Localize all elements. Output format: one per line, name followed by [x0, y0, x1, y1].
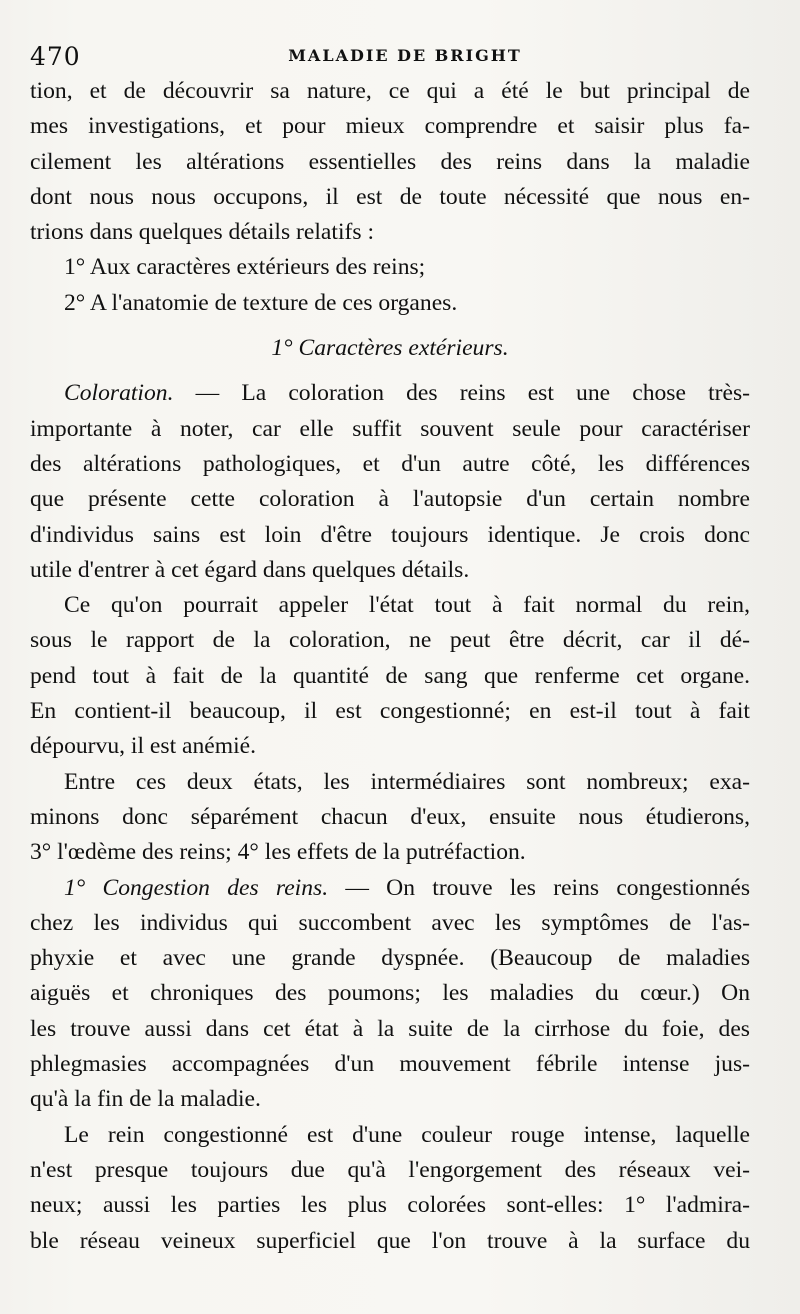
text-line: tion, et de découvrir sa nature, ce qui a été le but principal de — [30, 78, 750, 104]
text-line: mes investigations, et pour mieux comprendre et saisir plus fa- — [30, 113, 750, 140]
text-line: neux; aussi les parties les plus colorées sont-elles: 1° l'admira- — [30, 1192, 750, 1219]
text-line: des altérations pathologiques, et d'un autre côté, les différences — [30, 450, 750, 477]
text-line: que présente cette coloration à l'autopsie d'un certain nombre — [30, 486, 750, 513]
page-body — [30, 74, 750, 1259]
text-line: dont nous nous occupons, il est de toute nécessité que nous en- — [30, 183, 750, 210]
text-line: ble réseau veineux superficiel que l'on trouve à la surface du — [30, 1227, 750, 1254]
paragraph-start — [30, 376, 750, 411]
text-line: dépourvu, il est anémié. — [30, 733, 257, 760]
paragraph-start — [30, 871, 750, 906]
running-head: MALADIE DE BRIGHT — [288, 46, 522, 65]
text-line: aiguës et chroniques des poumons; les maladies du cœur.) On — [30, 980, 750, 1007]
text-line: qu'à la fin de la maladie. — [30, 1086, 261, 1113]
paragraph-start: Ce qu'on pourrait appeler l'état tout à fait normal du rein, — [64, 592, 750, 619]
text-line: n'est presque toujours due qu'à l'engorgement des réseaux vei- — [30, 1156, 750, 1183]
text-line: importante à noter, car elle suffit souvent seule pour caractériser — [30, 415, 750, 442]
page-header — [30, 40, 760, 76]
text-line: les trouve aussi dans cet état à la suite de la cirrhose du foie, des — [30, 1015, 750, 1042]
text-line: minons donc séparément chacun d'eux, ensuite nous étudierons, — [30, 803, 750, 830]
text-fragment: — On trouve les reins congestionnés — [328, 874, 750, 901]
text-line: phyxie et avec une grande dyspnée. (Beaucoup de maladies — [30, 945, 750, 972]
text-line: cilement les altérations essentielles des reins dans la maladie — [30, 148, 750, 175]
text-line: pend tout à fait de la quantité de sang que renferme cet organe. — [30, 662, 750, 689]
paragraph-start: Le rein congestionné est d'une couleur rouge intense, laquelle — [64, 1121, 750, 1148]
text-fragment: — La coloration des reins est une chose très- — [173, 380, 750, 407]
text-line: trions dans quelques détails relatifs : — [30, 219, 374, 246]
paragraph-start: Entre ces deux états, les intermédiaires sont nombreux; exa- — [64, 768, 750, 795]
list-item: 1° Aux caractères extérieurs des reins; — [64, 254, 426, 281]
section-heading: 1° Caractères extérieurs. — [271, 335, 509, 362]
text-line: En contient-il beaucoup, il est congestionné; en est-il tout à fait — [30, 698, 750, 725]
text-line: sous le rapport de la coloration, ne peut être décrit, car il dé- — [30, 627, 750, 654]
text-line: 3° l'œdème des reins; 4° les effets de la putréfaction. — [30, 839, 526, 866]
page-number: 470 — [30, 42, 81, 71]
text-line: chez les individus qui succombent avec les symptômes de l'as- — [30, 909, 750, 936]
paragraph-heading: Coloration. — [64, 380, 174, 407]
paragraph-heading: 1° Congestion des reins. — [64, 874, 329, 901]
text-line: utile d'entrer à cet égard dans quelques détails. — [30, 556, 470, 583]
list-item: 2° A l'anatomie de texture de ces organes. — [64, 289, 458, 316]
text-line: phlegmasies accompagnées d'un mouvement fébrile intense jus- — [30, 1051, 750, 1078]
text-line: d'individus sains est loin d'être toujours identique. Je crois donc — [30, 521, 750, 548]
